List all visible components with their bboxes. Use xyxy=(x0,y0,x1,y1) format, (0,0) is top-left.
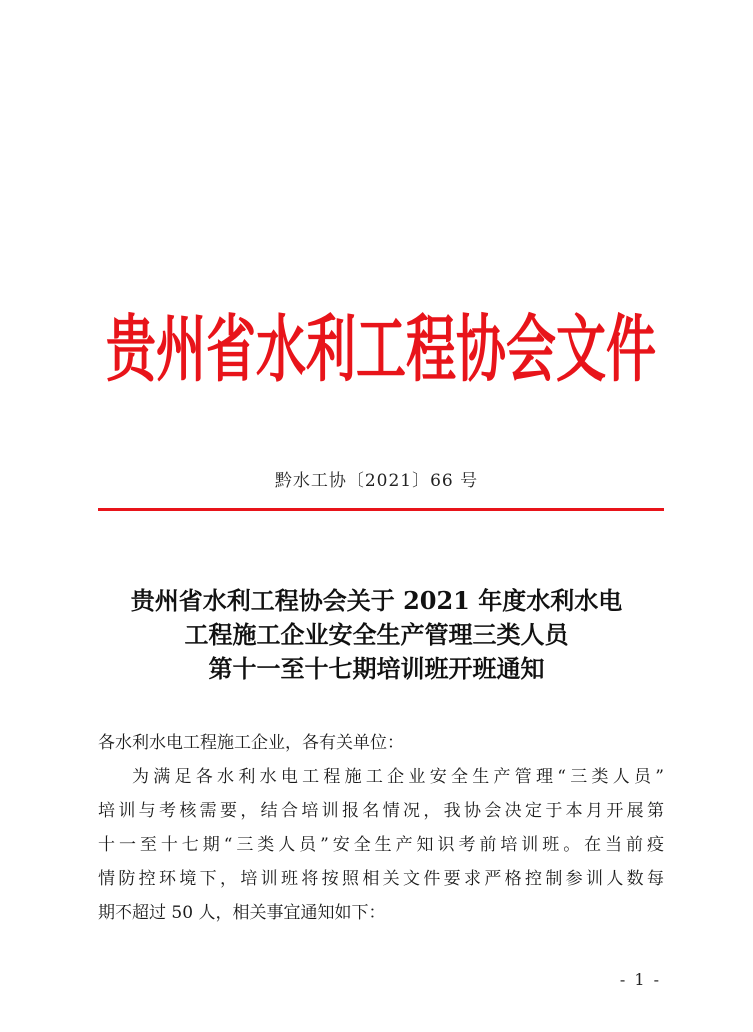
body-line-1: 为满足各水利水电工程施工企业安全生产管理“三类人员” xyxy=(132,767,664,787)
title-line-3: 第十一至十七期培训班开班通知 xyxy=(208,654,545,683)
body-line-5: 期不超过 50 人，相关事宜通知如下： xyxy=(98,903,386,923)
notice-body xyxy=(98,726,664,930)
body-line-4: 情防控环境下，培训班将按照相关文件要求严格控制参训人数每 xyxy=(98,869,664,889)
body-line-3: 十一至十七期“三类人员”安全生产知识考前培训班。在当前疫 xyxy=(98,835,664,855)
title-line-2: 工程施工企业安全生产管理三类人员 xyxy=(184,620,569,649)
notice-title xyxy=(0,584,753,686)
masthead-title: 贵州省水利工程协会文件 xyxy=(106,307,656,393)
salutation: 各水利水电工程施工企业，各有关单位： xyxy=(98,733,404,753)
document-number: 黔水工协〔2021〕66 号 xyxy=(274,471,479,491)
page-number: - 1 - xyxy=(619,970,661,989)
red-divider-line xyxy=(98,508,664,511)
title-line-1: 贵州省水利工程协会关于 2021 年度水利水电 xyxy=(130,586,623,615)
body-line-2: 培训与考核需要，结合培训报名情况，我协会决定于本月开展第 xyxy=(98,801,664,821)
